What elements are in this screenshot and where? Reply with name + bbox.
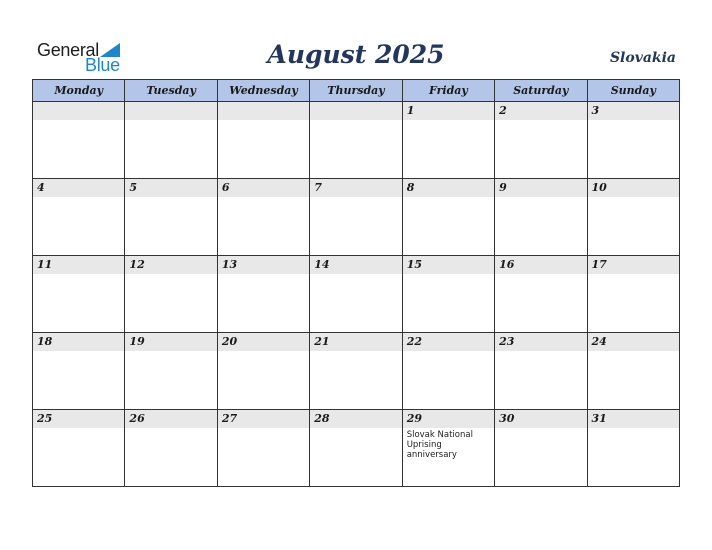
logo-text-general: General (37, 40, 99, 60)
day-cell (495, 410, 587, 487)
weekday-header: Friday (402, 80, 494, 102)
day-number: 29 (403, 410, 494, 428)
day-number: 6 (218, 179, 309, 197)
day-number: 8 (403, 179, 494, 197)
day-cell (402, 333, 494, 410)
day-number: 16 (495, 256, 586, 274)
day-cell (125, 179, 217, 256)
weekday-header: Sunday (587, 80, 679, 102)
day-cell (33, 410, 125, 487)
day-cell (310, 410, 402, 487)
logo-text-blue: Blue (85, 55, 120, 75)
day-cell (125, 102, 217, 179)
day-cell (402, 410, 494, 487)
day-number (218, 102, 309, 120)
day-cell (125, 410, 217, 487)
day-cell (587, 102, 679, 179)
day-number: 27 (218, 410, 309, 428)
day-number (310, 102, 401, 120)
day-number: 25 (33, 410, 124, 428)
day-number: 10 (588, 179, 679, 197)
calendar-grid (32, 79, 680, 487)
day-cell (125, 256, 217, 333)
day-number: 13 (218, 256, 309, 274)
day-number: 23 (495, 333, 586, 351)
calendar-week-row (33, 102, 680, 179)
day-cell (587, 179, 679, 256)
day-cell (495, 179, 587, 256)
day-number: 9 (495, 179, 586, 197)
day-number: 18 (33, 333, 124, 351)
day-cell (402, 102, 494, 179)
day-number: 15 (403, 256, 494, 274)
day-cell (495, 333, 587, 410)
day-number: 14 (310, 256, 401, 274)
day-cell (402, 179, 494, 256)
day-cell (33, 333, 125, 410)
day-cell (310, 179, 402, 256)
weekday-header-row (33, 80, 680, 102)
day-number: 12 (125, 256, 216, 274)
weekday-header: Saturday (495, 80, 587, 102)
day-cell (217, 179, 309, 256)
day-number: 7 (310, 179, 401, 197)
weekday-header: Monday (33, 80, 125, 102)
calendar-title: August 2025 (267, 40, 445, 69)
day-cell (217, 410, 309, 487)
day-number: 2 (495, 102, 586, 120)
day-cell (587, 256, 679, 333)
day-number: 22 (403, 333, 494, 351)
day-cell (495, 102, 587, 179)
country-label: Slovakia (609, 50, 676, 66)
day-cell (587, 410, 679, 487)
day-number: 11 (33, 256, 124, 274)
calendar-week-row (33, 179, 680, 256)
day-number: 3 (588, 102, 679, 120)
day-cell (310, 333, 402, 410)
calendar-week-row (33, 410, 680, 487)
day-cell (125, 333, 217, 410)
day-number: 24 (588, 333, 679, 351)
day-number: 1 (403, 102, 494, 120)
day-number: 30 (495, 410, 586, 428)
day-cell (217, 102, 309, 179)
day-cell (217, 333, 309, 410)
day-number: 26 (125, 410, 216, 428)
calendar-week-row (33, 333, 680, 410)
day-number: 19 (125, 333, 216, 351)
calendar-week-row (33, 256, 680, 333)
weekday-header: Thursday (310, 80, 402, 102)
day-number: 17 (588, 256, 679, 274)
day-cell (33, 179, 125, 256)
day-cell (310, 256, 402, 333)
day-number: 28 (310, 410, 401, 428)
weekday-header: Tuesday (125, 80, 217, 102)
day-cell (33, 102, 125, 179)
day-cell (402, 256, 494, 333)
day-number (125, 102, 216, 120)
day-cell (587, 333, 679, 410)
day-number (33, 102, 124, 120)
day-number: 20 (218, 333, 309, 351)
day-number: 21 (310, 333, 401, 351)
weekday-header: Wednesday (217, 80, 309, 102)
day-number: 4 (33, 179, 124, 197)
holiday-label: Slovak National Uprising anniversary (406, 430, 473, 460)
day-cell (33, 256, 125, 333)
day-cell (217, 256, 309, 333)
day-cell (310, 102, 402, 179)
day-number: 31 (588, 410, 679, 428)
day-cell (495, 256, 587, 333)
day-number: 5 (125, 179, 216, 197)
